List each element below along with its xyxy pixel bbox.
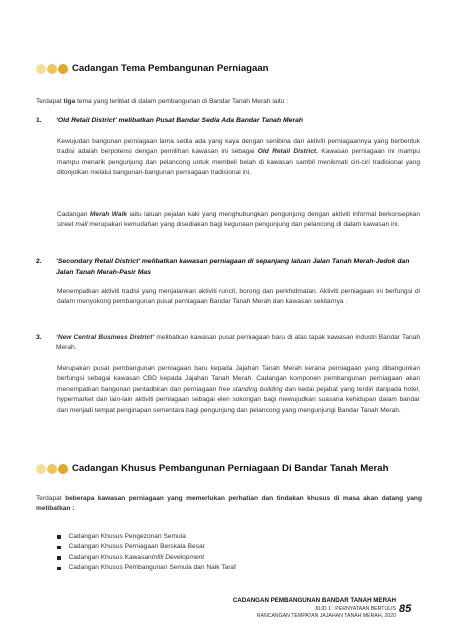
section2-heading: Cadangan Khusus Pembangunan Perniagaan Di Bandar Tanah Merah — [72, 463, 389, 474]
dot-mid — [47, 64, 57, 74]
page-number: 85 — [399, 603, 412, 615]
section1-heading: Cadangan Tema Pembangunan Perniagaan — [72, 63, 269, 74]
dot-light — [36, 64, 46, 74]
footer-title: CADANGAN PEMBANGUNAN BANDAR TANAH MERAH — [232, 597, 396, 604]
footer-block — [136, 597, 396, 619]
item-1-paragraph-2: Cadangan Merah Walk iaitu laluan pejalan kaki yang menghubungkan pengunjung dengan aktiviti informal berkonsepkan street mall merupakan kemudahan yang disediakan bagi kegunaan pengunjung dan pelancong di dalam kawasan ini. — [57, 211, 421, 229]
dot-dark — [58, 464, 68, 474]
item-1-title: ‘Old Retail District’ melibatkan Pusat Bandar Sedia Ada Bandar Tanah Merah — [56, 117, 304, 124]
dot-light — [36, 464, 46, 474]
list-item: Cadangan Khusus Perniagaan Berskala Besar — [57, 542, 417, 552]
item-2-paragraph: Menempatkan aktiviti tradisi yang menjalankan aktiviti runcit, borong dan perkhidmatan. Aktiviti perniagaan ini berfungsi di dalam menyokong pembangunan pusat perniagaan Bandar Tanah Merah dan kawasan sekitarnya . — [57, 288, 420, 306]
square-bullet-icon — [57, 556, 61, 560]
square-bullet-icon — [57, 567, 61, 571]
item-3-paragraph: Merupakan pusat pembangunan perniagaan baru kepada Jajahan Tanah Merah kerana perniagaan yang dibangunkan berfungsi sebagai kawasan CBD kepada Jajahan Tanah Merah. Cadangan komponen pembangunan perniagaan akan menempatkan bangunan pentadbiran dan perniagaan free standing building dan kedai pejabat yang terdiri daripada hotel, hypermarket dan lain-lain aktiviti perniagaan sebagai elen sokongan bagi mewujudkan suasana kehidupan dalam bandar dan menjadi tempat penginapan sementara bagi pengunjung dan pelancong yang mengunjungi Bandar Tanah Merah. — [57, 365, 420, 414]
section2-intro: Terdapat beberapa kawasan perniagaan yang memerlukan perhatian dan tindakan khusus di masa akan datang yang melibatkan : — [36, 495, 422, 513]
section2-bullet-dots — [36, 464, 68, 474]
square-bullet-icon — [57, 535, 61, 539]
section2-bullet-list — [57, 532, 417, 574]
section1-intro: Terdapat tiga tema yang terlibat di dalam pembangunan di Bandar Tanah Merah iaitu : — [36, 98, 289, 105]
item-1-number: 1. — [36, 117, 42, 124]
list-item: Cadangan Khusus Kawasan Infill Development — [57, 553, 417, 563]
footer-volume: JILID 1 : PERNYATAAN BERTULIS — [314, 606, 396, 612]
item-1-paragraph-1: Kewujudan bangunan perniagaan lama sedia ada yang kaya dengan senibina dan aktiviti perniagaannya yang berbentuk tradisi adalah berpotensi dengan pemilihan kawasan ini sebagai Old Retail District. Kawasan perniagaan ini mampu mampu menarik pengunjung dan pelancong untuk membeli belah di kawasan sambil menikmati ciri-ciri tradisional yang ditonjolkan melalui bangunan-bangunan perniagaan tradisional ini. — [57, 138, 420, 177]
item-3-number: 3. — [36, 334, 42, 341]
footer-plan-name: RANCANGAN TEMPATAN JAJAHAN TANAH MERAH, 2020 — [256, 613, 396, 619]
item-2-number: 2. — [36, 258, 42, 265]
item-2-title: ‘Secondary Retail District’ melibatkan kawasan perniagaan di sepanjang laluan Jalan Tanah Merah-Jedok dan Jalan Tanah Merah-Pasir Mas — [56, 258, 410, 276]
square-bullet-icon — [57, 546, 61, 550]
item-3-title: ‘New Central Business District’ melibatkan kawasan pusat perniagaan baru di atas tapak kawasan industri Bandar Tanah Merah. — [56, 334, 420, 352]
list-item: Cadangan Khusus Pengezonan Semula — [57, 532, 417, 542]
list-item: Cadangan Khusus Pembangunan Semula dan Naik Taraf — [57, 563, 417, 573]
dot-dark — [58, 64, 68, 74]
dot-mid — [47, 464, 57, 474]
section1-bullet-dots — [36, 64, 68, 74]
